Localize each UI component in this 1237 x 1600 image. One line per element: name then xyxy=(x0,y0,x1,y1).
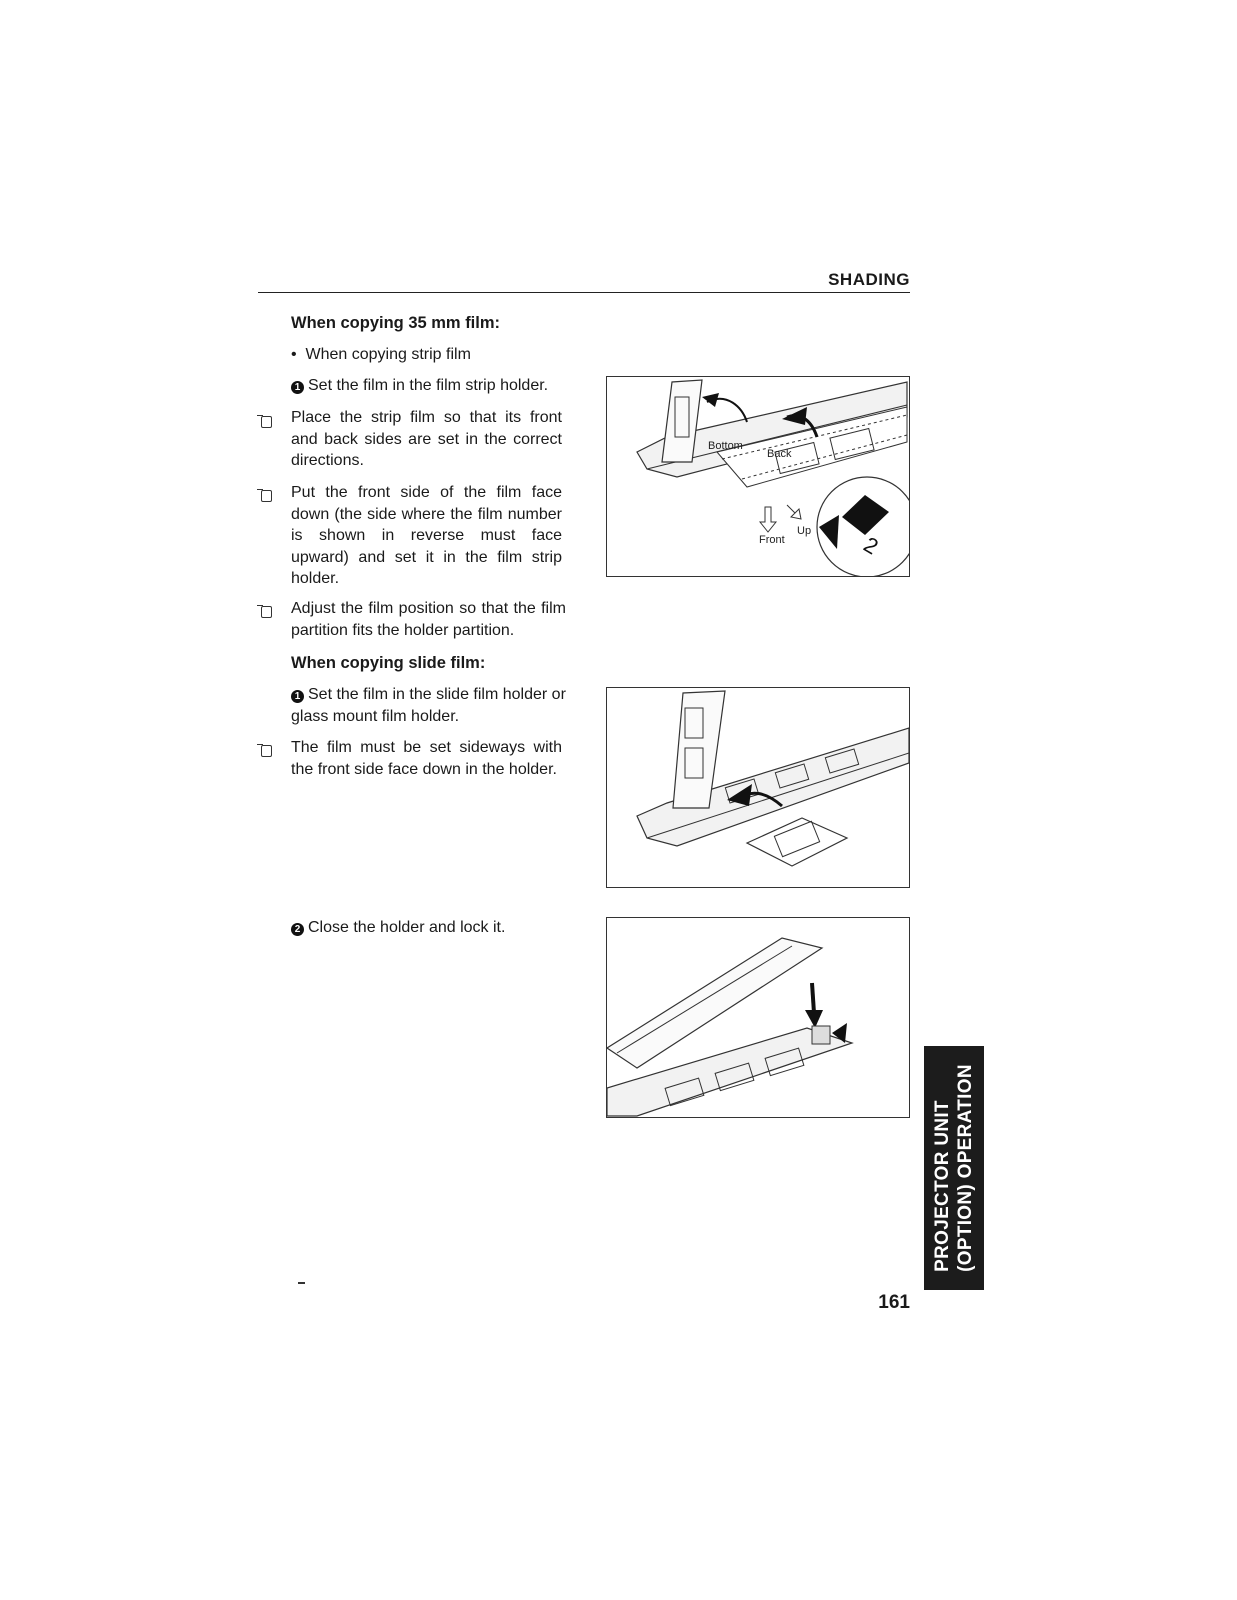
svg-text:2: 2 xyxy=(859,531,883,560)
bullet-dot-icon: • xyxy=(291,346,297,363)
step-number-1-icon: 1 xyxy=(291,381,304,394)
note-adjust: Adjust the film position so that the film partition fits the holder partition. xyxy=(291,600,566,639)
note-checkbox-icon xyxy=(261,416,272,428)
note-sideways: The film must be set sideways with the front side face down in the holder. xyxy=(291,739,562,778)
label-bottom: Bottom xyxy=(708,440,743,452)
header-rule xyxy=(258,292,910,293)
page-number: 161 xyxy=(878,1292,910,1313)
label-front: Front xyxy=(759,534,785,546)
figure-strip-film-holder xyxy=(606,376,910,577)
chapter-side-tab xyxy=(924,1046,984,1290)
step-1-slide xyxy=(291,684,566,727)
step-1-strip xyxy=(291,375,566,397)
figure-slide-film-holder xyxy=(606,687,910,888)
label-up: Up xyxy=(797,525,812,537)
side-tab-label xyxy=(931,1064,977,1272)
step-text: Close the holder and lock it. xyxy=(308,919,506,936)
step-number-1-icon: 1 xyxy=(291,690,304,703)
stray-mark xyxy=(298,1282,305,1284)
step-number-2-icon: 2 xyxy=(291,923,304,936)
step-2-close xyxy=(291,917,566,939)
note-face-down: Put the front side of the film face down (the side where the film number is shown in reverse must face upward) and set it in the film strip holder. xyxy=(291,484,562,587)
side-tab-line-1: PROJECTOR UNIT xyxy=(932,1100,953,1272)
heading-slide: When copying slide film: xyxy=(291,654,486,672)
heading-35mm: When copying 35 mm film: xyxy=(291,314,501,332)
note-checkbox-icon xyxy=(261,606,272,618)
step-text: Set the film in the slide film holder or glass mount film holder. xyxy=(291,686,566,725)
note-checkbox-icon xyxy=(261,745,272,757)
bullet-text: When copying strip film xyxy=(305,346,471,363)
step-text: Set the film in the film strip holder. xyxy=(308,377,549,394)
section-title: SHADING xyxy=(828,270,910,289)
note-front-back: Place the strip film so that its front and back sides are set in the correct directions. xyxy=(291,409,562,469)
figure-close-holder xyxy=(606,917,910,1118)
label-back: Back xyxy=(767,448,792,460)
side-tab-line-2: (OPTION) OPERATION xyxy=(955,1064,976,1272)
note-checkbox-icon xyxy=(261,490,272,502)
bullet-item-strip xyxy=(291,344,471,366)
